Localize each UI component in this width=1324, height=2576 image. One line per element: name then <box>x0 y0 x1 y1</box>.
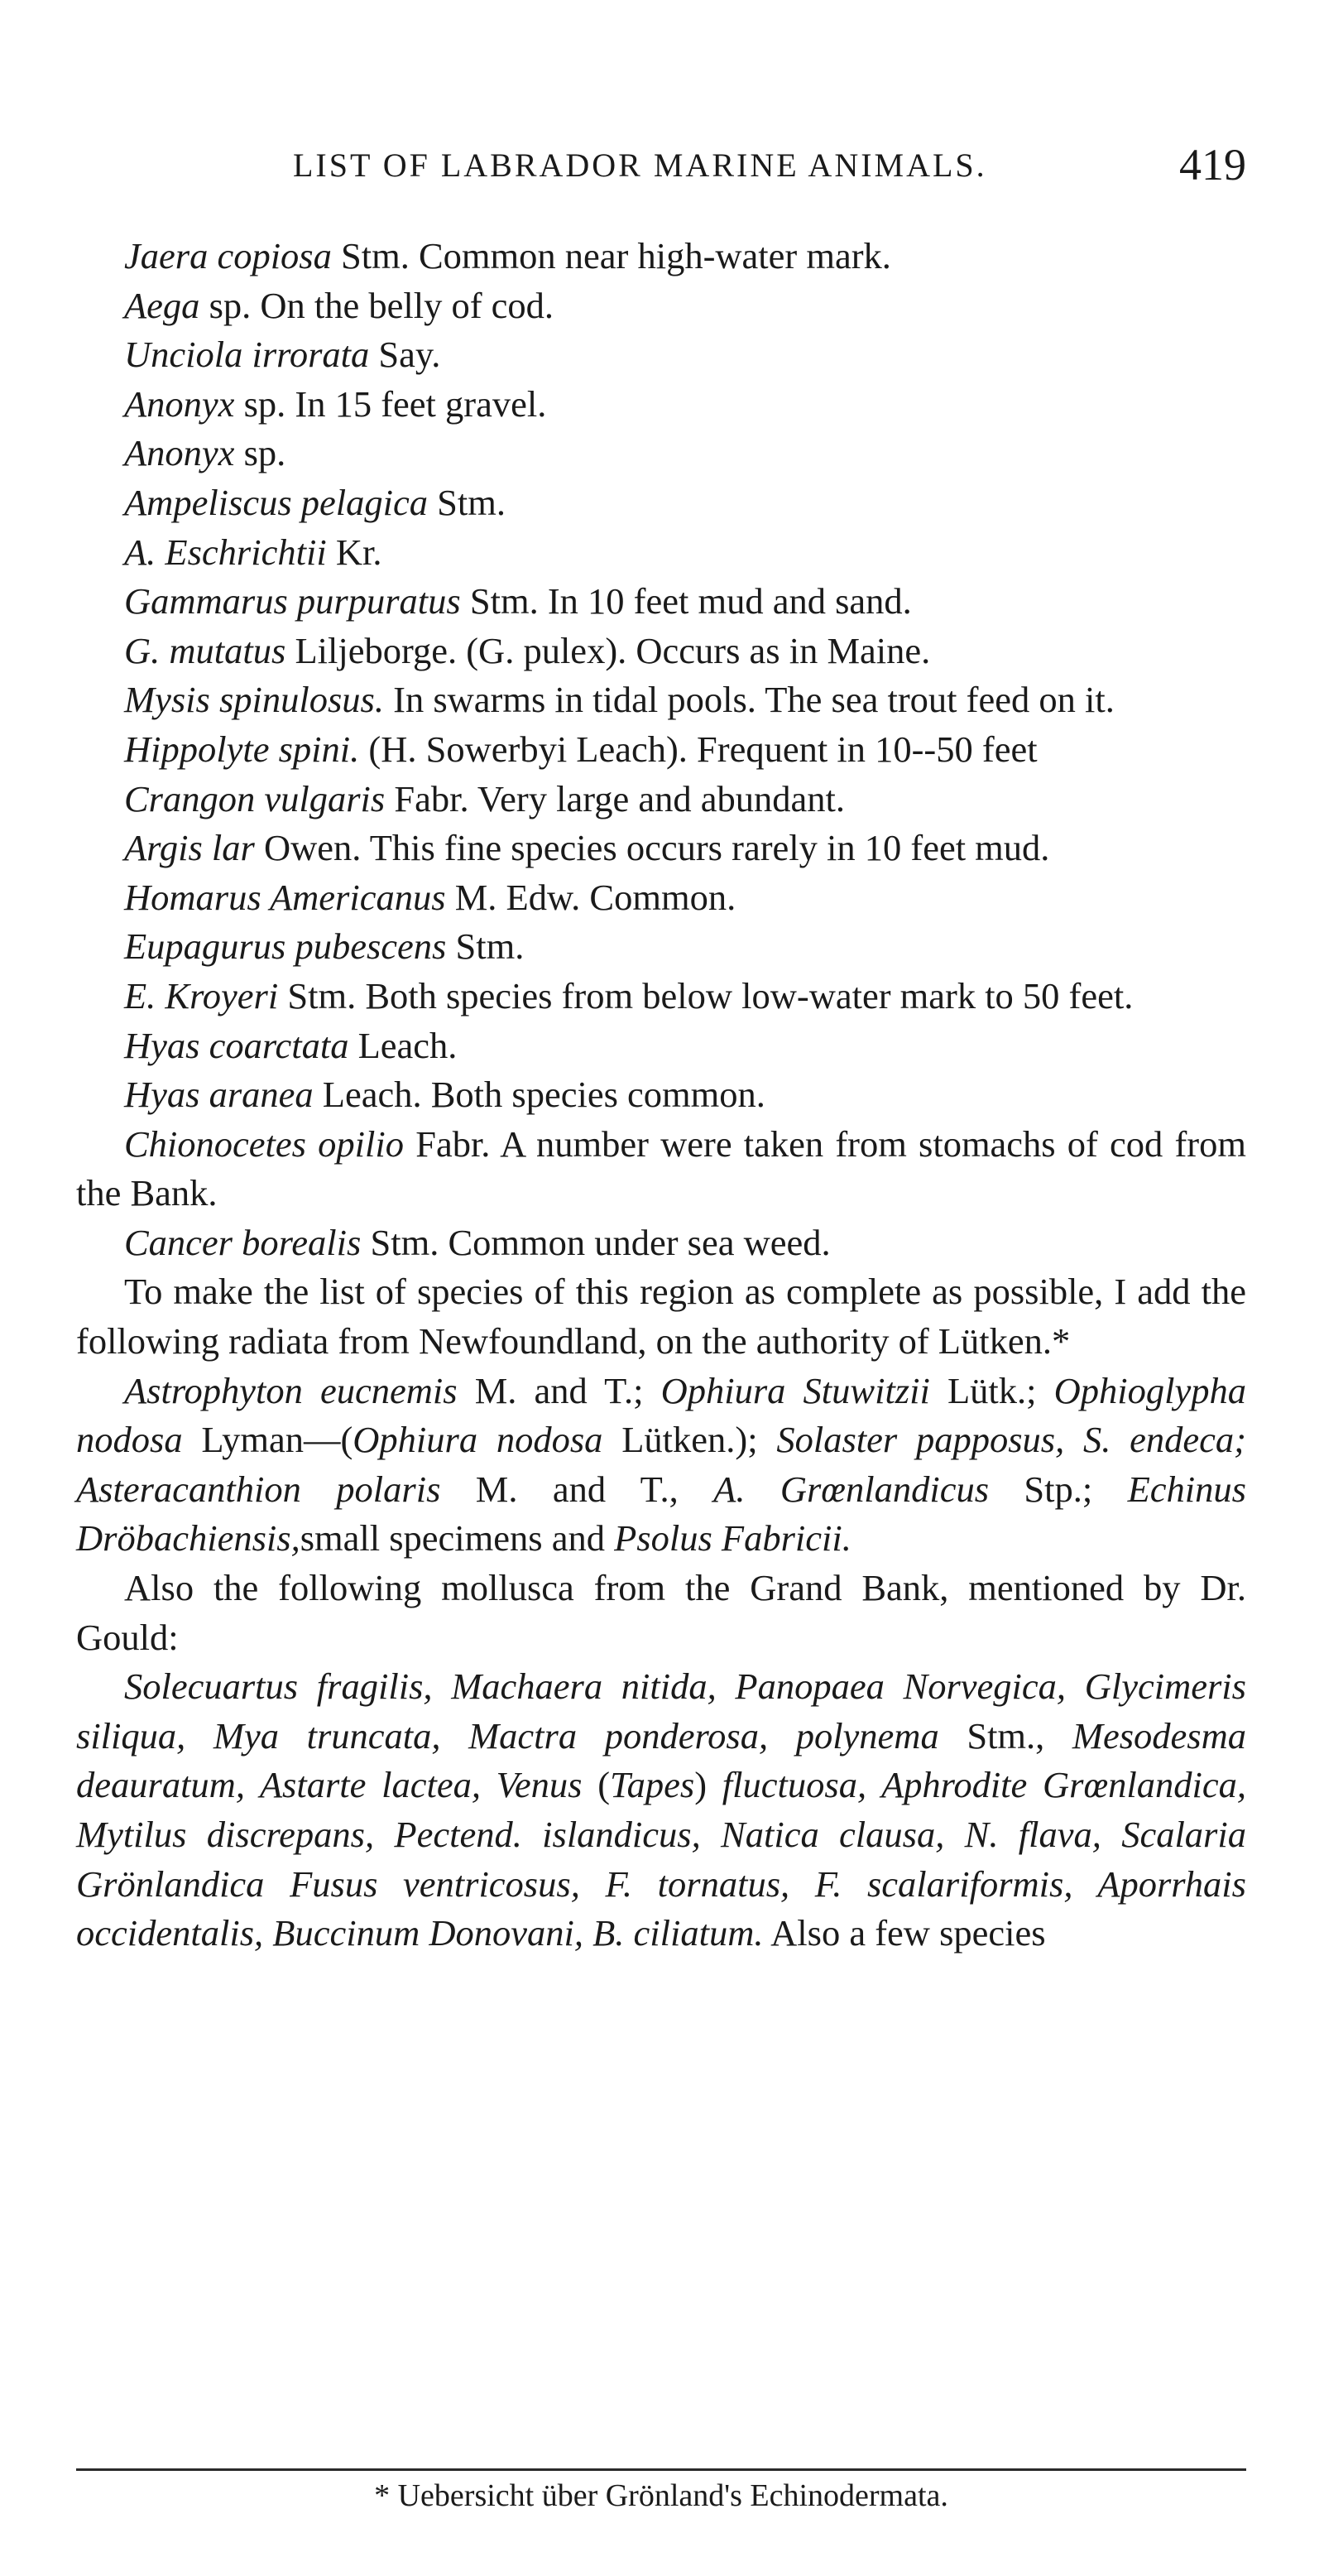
species-name: Ampeliscus pelagica <box>124 481 429 523</box>
page-number: 419 <box>1179 140 1246 190</box>
species-note: Stm. Common under sea weed. <box>361 1221 831 1263</box>
text-run: Lyman—( <box>182 1419 353 1461</box>
species-name: Eupagurus pubescens <box>124 925 447 968</box>
species-note: Stm. In 10 feet mud and sand. <box>460 580 912 622</box>
species-entry <box>76 330 1246 380</box>
species-note: Kr. <box>326 531 382 573</box>
species-entry <box>76 1218 1246 1268</box>
species-entry <box>76 725 1246 775</box>
species-name: Mysis spinulosus. <box>124 679 384 721</box>
species-name: Hyas coarctata <box>124 1024 349 1066</box>
species-name: Aega <box>124 284 200 326</box>
text-run: Stp.; <box>989 1468 1128 1510</box>
species-note: Fabr. Very large and abundant. <box>385 777 845 819</box>
species-name: Crangon vulgaris <box>124 777 386 819</box>
species-name: Unciola irrorata <box>124 334 370 376</box>
species-name: Hyas aranea <box>124 1074 314 1116</box>
text-run: M. and T., <box>440 1468 714 1510</box>
species-list <box>76 232 1246 1267</box>
species-name: Anonyx <box>124 382 235 425</box>
footnote: * Uebersicht über Grönland's Echinodermata. <box>374 2478 948 2513</box>
text-run: M. and T.; <box>457 1369 661 1411</box>
species-name: Homarus Americanus <box>124 876 446 918</box>
species-note: Stm. Common near high-water mark. <box>331 235 891 276</box>
text-run: Also a few species <box>763 1912 1046 1954</box>
species-name: Echinus Dröbachiensis, <box>76 1468 1246 1560</box>
species-note: (H. Sowerbyi Leach). Frequent in 10--50 feet <box>359 728 1038 770</box>
text-run: small specimens and <box>300 1517 615 1560</box>
species-entry <box>76 429 1246 478</box>
species-name: Astrophyton eucnemis <box>124 1369 458 1411</box>
species-note: Leach. Both species common. <box>313 1074 765 1116</box>
species-name: Chionocetes opilio <box>124 1122 405 1165</box>
text-run: Stm., <box>938 1714 1072 1757</box>
species-note: Stm. Both species from below low-water mark to 50 feet. <box>278 974 1134 1016</box>
species-name: Gammarus purpuratus <box>124 580 461 622</box>
species-note: Liljeborge. (G. pulex). Occurs as in Maine. <box>285 629 931 671</box>
species-note: In swarms in tidal pools. The sea trout feed on it. <box>384 679 1115 721</box>
species-entry <box>76 675 1246 725</box>
species-note: M. Edw. Common. <box>445 876 736 918</box>
species-name: Argis lar <box>124 827 255 869</box>
species-entry <box>76 478 1246 528</box>
species-name: E. Kroyeri <box>124 974 279 1016</box>
text-run: Lütk.; <box>929 1369 1054 1411</box>
text-run: ) <box>694 1764 722 1806</box>
species-entry <box>76 873 1246 923</box>
species-note: sp. <box>234 432 286 474</box>
species-entry <box>76 922 1246 972</box>
species-name: Solaster papposus, S. endeca; Asteracanthion polaris <box>76 1419 1246 1510</box>
species-name: Jaera copiosa <box>124 235 332 276</box>
species-note: Stm. <box>428 481 506 523</box>
species-note: sp. On the belly of cod. <box>199 284 554 326</box>
page-header <box>79 139 1246 197</box>
radiata-paragraph <box>76 1367 1246 1564</box>
species-name: Ophiura nodosa <box>353 1419 603 1461</box>
text-run: Lütken.); <box>602 1419 777 1461</box>
species-name: A. Eschrichtii <box>124 531 327 573</box>
species-name: Ophiura Stuwitzii <box>660 1369 930 1411</box>
species-name: A. Grœnlandicus <box>713 1468 990 1510</box>
species-entry <box>76 528 1246 578</box>
species-name: Anonyx <box>124 432 235 474</box>
species-name: Tapes <box>610 1764 695 1806</box>
species-entry <box>76 972 1246 1021</box>
running-title: LIST OF LABRADOR MARINE ANIMALS. <box>293 147 987 184</box>
species-name: Hippolyte spini. <box>124 728 360 770</box>
species-note: sp. In 15 feet gravel. <box>234 382 547 425</box>
text-run: ( <box>582 1764 611 1806</box>
species-entry <box>76 1021 1246 1071</box>
species-note: Leach. <box>348 1024 458 1066</box>
mollusca-paragraph <box>76 1662 1246 1958</box>
species-entry <box>76 232 1246 281</box>
species-note: Stm. <box>446 925 525 968</box>
species-entry <box>76 775 1246 824</box>
species-name: G. mutatus <box>124 629 286 671</box>
species-entry <box>76 824 1246 873</box>
footnote-rule <box>76 2468 1246 2471</box>
species-name: Solecuartus fragilis, Machaera nitida, Panopaea Norvegica, Glycimeris siliqua, Mya truncata, Mactra ponderosa, polynema <box>76 1665 1246 1757</box>
mollusca-intro-paragraph: Also the following mollusca from the Grand Bank, mentioned by Dr. Gould: <box>76 1567 1246 1658</box>
species-entry <box>76 627 1246 676</box>
species-name: Mesodesma deauratum, Astarte lactea, Venus <box>76 1714 1246 1806</box>
species-name: Psolus Fabricii. <box>614 1517 851 1560</box>
page-body <box>76 232 1246 1958</box>
species-note: Fabr. A number were taken from stomachs of cod from the Bank. <box>76 1122 1246 1214</box>
species-entry <box>76 1120 1246 1218</box>
intro-paragraph: To make the list of species of this region as complete as possible, I add the following radiata from Newfoundland, on the authority of Lütken.* <box>76 1271 1246 1362</box>
species-entry <box>76 380 1246 430</box>
species-name: fluctuosa, Aphrodite Grœnlandica, Mytilus discrepans, Pectend. islandicus, Natica clausa, N. flava, Scalaria Grönlandica Fusus ventricosus, F. tornatus, F. scalariformis, Aporrhais occidentalis, Buccinum Donovani, B. ciliatum. <box>76 1764 1246 1954</box>
species-entry <box>76 281 1246 331</box>
species-name: Cancer borealis <box>124 1221 362 1263</box>
species-entry <box>76 1070 1246 1120</box>
species-entry <box>76 577 1246 627</box>
species-note: Owen. This fine species occurs rarely in 10 feet mud. <box>254 827 1050 869</box>
species-name: Ophioglypha nodosa <box>76 1369 1247 1461</box>
species-note: Say. <box>369 334 441 376</box>
